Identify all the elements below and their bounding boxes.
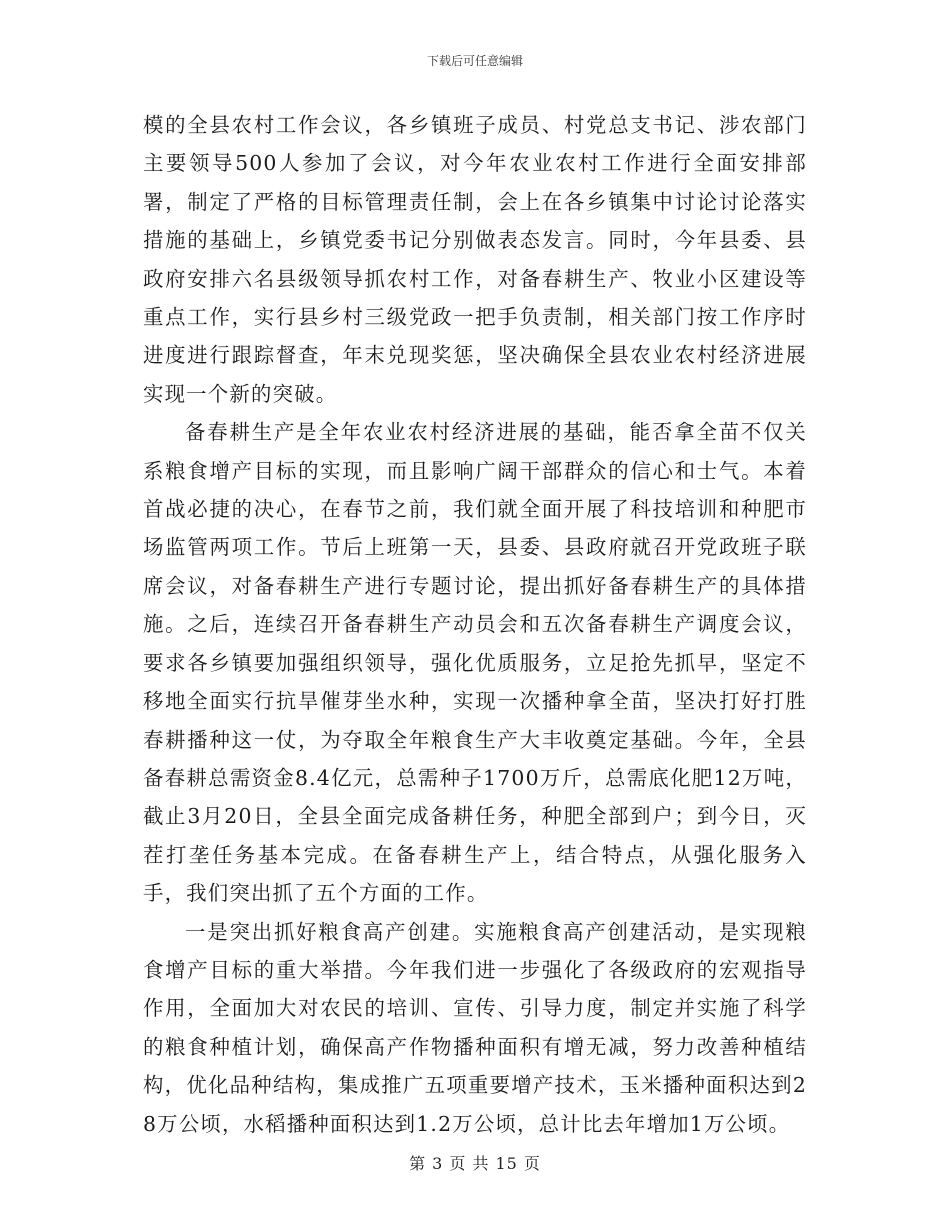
paragraph-high-yield: 一是突出抓好粮食高产创建。实施粮食高产创建活动，是实现粮食增产目标的重大举措。今年我们进一步强化了各级政府的宏观指导作用，全面加大对农民的培训、宣传、引导力度，制定并实施了科学的粮食种植计划，确保高产作物播种面积有增无减，努力改善种植结构，优化品种结构，集成推广五项重要增产技术，玉米播种面积达到28万公顷，水稻播种面积达到1.2万公顷，总计比去年增加1万公顷。 [143,919,807,1136]
document-body [143,106,807,1143]
footer-middle: 页 共 [449,1154,490,1173]
paragraph-spring-plowing: 备春耕生产是全年农业农村经济进展的基础，能否拿全苗不仅关系粮食增产目标的实现，而且影响广阔干部群众的信心和士气。本着首战必捷的决心，在春节之前，我们就全面开展了科技培训和种肥市场监管两项工作。节后上班第一天，县委、县政府就召开党政班子联席会议，对备春耕生产进行专题讨论，提出抓好备春耕生产的具体措施。之后，连续召开备春耕生产动员会和五次备春耕生产调度会议，要求各乡镇要加强组织领导，强化优质服务，立足抢先抓早，坚定不移地全面实行抗旱催芽坐水种，实现一次播种拿全苗，坚决打好打胜春耕播种这一仗，为夺取全年粮食生产大丰收奠定基础。今年，全县备春耕总需资金8.4亿元，总需种子1700万斤，总需底化肥12万吨，截止3月20日，全县全面完成备耕任务，种肥全部到户；到今日，灭茬打垄任务基本完成。在备春耕生产上，结合特点，从强化服务入手，我们突出抓了五个方面的工作。 [143,420,807,906]
page-total: 15 [495,1154,518,1173]
paragraph-continuation: 模的全县农村工作会议，各乡镇班子成员、村党总支书记、涉农部门主要领导500人参加了会议，对今年农业农村工作进行全面安排部署，制定了严格的目标管理责任制，会上在各乡镇集中讨论讨论落实措施的基础上，乡镇党委书记分别做表态发言。同时，今年县委、县政府安排六名县级领导抓农村工作，对备春耕生产、牧业小区建设等重点工作，实行县乡村三级党政一把手负责制，相关部门按工作序时进度进行跟踪督查，年末兑现奖惩，坚决确保全县农业农村经济进展实现一个新的突破。 [143,113,807,406]
page-header: 下载后可任意编辑 [426,54,523,68]
footer-prefix: 第 [409,1154,427,1173]
page-footer [0,1154,950,1174]
footer-suffix: 页 [523,1154,541,1173]
page-number: 3 [432,1154,444,1173]
